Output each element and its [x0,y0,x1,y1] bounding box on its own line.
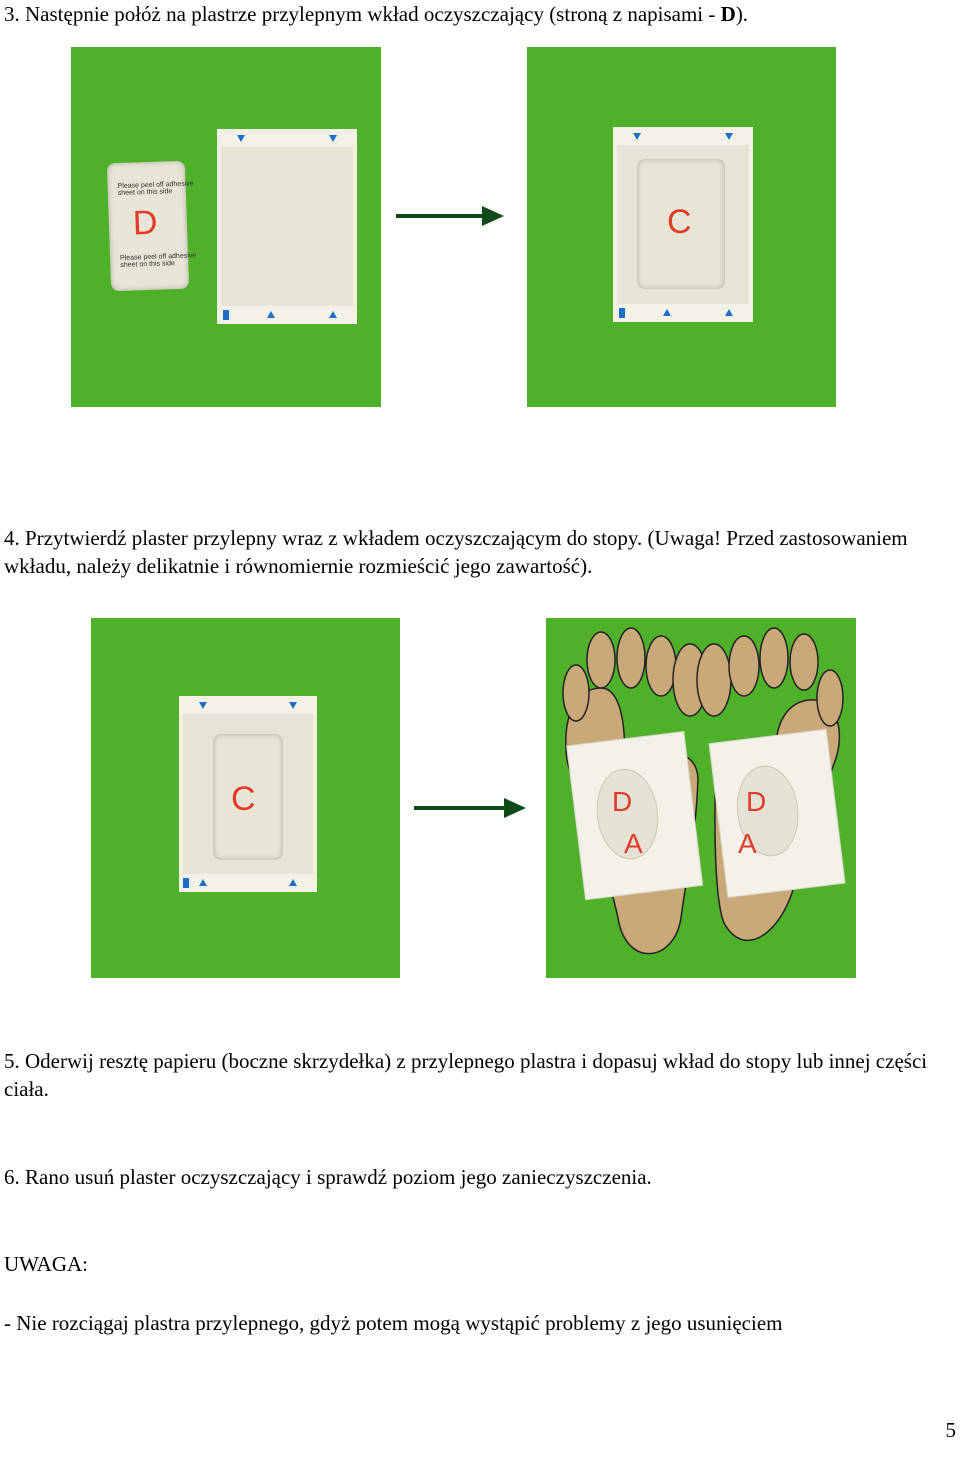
adhesive-sheet [217,129,357,324]
patch-left-letter-d: D [612,786,633,817]
tab-marker-icon [199,879,207,886]
uwaga-note: - Nie rozciągaj plastra przylepnego, gdyż potem mogą wystąpić problemy z jego usunięciem [4,1311,783,1335]
step-4-text: 4. Przytwierdź plaster przylepny wraz z wkładem oczyszczającym do stopy. (Uwaga! Przed zastosowaniem wkładu, należy delikatnie i równomiernie rozmieścić jego zawartość). [4,526,908,578]
figure-feet-with-patches [546,618,856,978]
blue-tab-icon [183,878,189,888]
left-foot-toe [563,665,589,721]
patch-left-letter-a: A [624,828,643,859]
right-foot-toe [729,636,759,696]
left-foot-toe [617,628,645,688]
right-foot-toe [817,670,843,726]
uwaga-heading: UWAGA: [4,1252,88,1276]
figure-sheet-with-pad [91,618,400,978]
right-foot-toe [790,634,818,690]
pad-letter-c: C [667,203,692,241]
step-3-end: ). [735,2,749,26]
blue-tab-icon [619,308,625,318]
arrow-right-icon [414,806,510,810]
cleansing-pad-d [107,161,197,292]
left-foot-toe [646,636,676,696]
cleansing-pad-c [213,734,283,860]
pad-letter-c: C [231,780,256,818]
page-number: 5 [945,1418,956,1442]
adhesive-area [221,147,353,306]
feet-illustration [546,618,856,978]
tab-marker-icon [633,133,641,140]
adhesive-sheet [179,696,317,892]
tab-marker-icon [289,879,297,886]
tab-marker-icon [199,702,207,709]
blue-tab-icon [223,310,229,320]
left-foot-toe [587,632,615,688]
patch-right-letter-a: A [738,828,757,859]
step-6-text: 6. Rano usuń plaster oczyszczający i sprawdź poziom jego zanieczyszczenia. [4,1165,652,1189]
figure-pad-and-sheet [71,47,381,407]
tab-marker-icon [289,702,297,709]
arrow-right-icon [396,214,488,218]
step-3-letter: D [720,2,736,26]
pad-text-bottom: Please peel off adhesive sheet on this side [119,252,197,269]
right-foot-toe [760,628,788,688]
step-3-body: 3. Następnie połóż na plastrze przylepnym wkład oczyszczający (stroną z napisami - [4,2,721,26]
pad-letter-d: D [132,203,159,243]
step-5-text: 5. Oderwij resztę papieru (boczne skrzydełka) z przylepnego plastra i dopasuj wkład do stopy lub innej części ciała. [4,1049,928,1101]
pad-text-top: Please peel off adhesive sheet on this side [117,180,194,198]
patch-right-letter-d: D [746,786,767,817]
figure-pad-on-sheet [527,47,836,407]
tab-marker-icon [725,133,733,140]
tab-marker-icon [267,311,275,318]
adhesive-sheet [613,127,753,322]
tab-marker-icon [329,135,337,142]
tab-marker-icon [237,135,245,142]
cleansing-pad-c [637,159,725,289]
right-foot-toe [697,644,731,716]
tab-marker-icon [329,311,337,318]
tab-marker-icon [725,309,733,316]
step-3-text [4,0,960,28]
tab-marker-icon [663,309,671,316]
